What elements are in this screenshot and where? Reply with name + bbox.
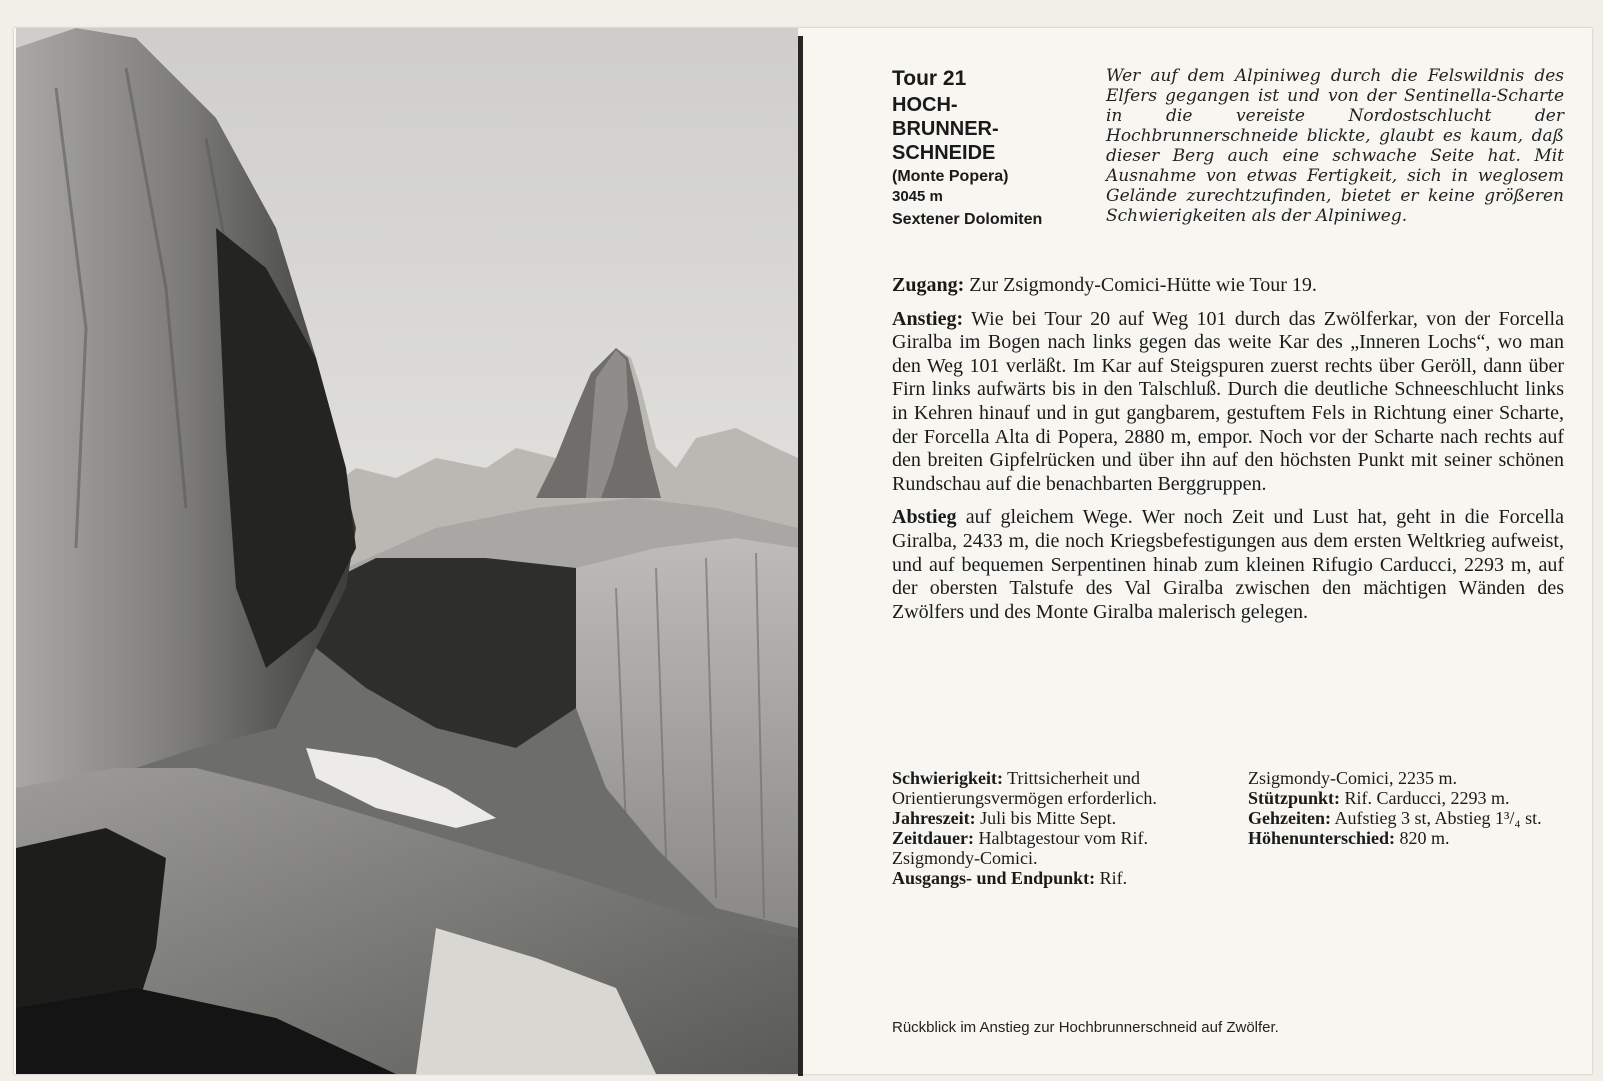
peak-name-line: HOCH-	[892, 94, 958, 116]
fact-item	[892, 808, 1210, 828]
fact-label: Stützpunkt:	[1248, 788, 1341, 808]
fact-item	[1248, 788, 1560, 808]
fact-label: Höhenunterschied:	[1248, 828, 1396, 848]
section-descent	[892, 506, 1564, 624]
photo-caption: Rückblick im Anstieg zur Hochbrunnerschneid auf Zwölfer.	[892, 1019, 1279, 1036]
tour-header	[892, 66, 1092, 231]
fact-text: Aufstieg 3 st, Abstieg 1³/₄ st.	[1330, 808, 1542, 828]
fact-text: Trittsicherheit und Orientierungsvermögen erforderlich.	[892, 768, 1157, 808]
mountain-photo	[16, 28, 798, 1074]
section-text: auf gleichem Wege. Wer noch Zeit und Lust hat, geht in die Forcella Giralba, 2433 m, die noch Kriegsbefestigungen aus dem ersten Weltkrieg aufweist, und auf bequemen Serpentinen hinab zum kleinen Rifugio Carducci, 2293 m, auf der obersten Talstufe des Val Giralba zwischen den mächtigen Wänden des Zwölfers und des Monte Giralba malerisch gelegen.	[892, 506, 1564, 623]
peak-name-line: BRUNNER-	[892, 118, 999, 140]
peak-alt-name: (Monte Popera)	[892, 168, 1009, 185]
tour-number: Tour 21	[892, 67, 967, 90]
text-page	[808, 40, 1568, 1070]
route-description	[892, 274, 1564, 634]
facts-left-column	[892, 768, 1210, 888]
fact-label: Zeitdauer:	[892, 828, 974, 848]
fact-item	[1248, 768, 1560, 788]
fact-item	[892, 828, 1210, 868]
mountain-range: Sextener Dolomiten	[892, 211, 1043, 228]
section-label: Anstieg:	[892, 307, 964, 330]
fact-label: Ausgangs- und Endpunkt:	[892, 868, 1096, 888]
fact-text: Juli bis Mitte Sept.	[975, 808, 1117, 828]
fact-label: Schwierigkeit:	[892, 768, 1003, 788]
intro-paragraph: Wer auf dem Alpiniweg durch die Felswildnis des Elfers gegangen ist und von der Sentinella-Scharte in die vereiste Nordostschlucht der Hochbrunnerschneide blickte, glaubt es kaum, daß dieser Berg auch eine schwache Seite hat. Mit Ausnahme von etwas Fertigkeit, sich in weglosem Gelände zurechtzufinden, bietet er keine größeren Schwierigkeiten als der Alpiniweg.	[1106, 66, 1564, 226]
peak-name	[892, 93, 1092, 165]
fact-label: Jahreszeit:	[892, 808, 976, 828]
fact-text: Zsigmondy-Comici, 2235 m.	[1248, 768, 1457, 788]
fact-item	[892, 768, 1210, 808]
section-label: Zugang:	[892, 274, 965, 296]
section-access	[892, 274, 1564, 298]
section-ascent	[892, 308, 1564, 497]
fact-label: Gehzeiten:	[1248, 808, 1331, 828]
fact-text: Rif. Carducci, 2293 m.	[1340, 788, 1510, 808]
fact-item	[1248, 808, 1560, 828]
page-gutter-line	[798, 36, 803, 1076]
fact-item	[1248, 828, 1560, 848]
fact-text: Halbtagestour vom Rif. Zsigmondy-Comici.	[892, 828, 1148, 868]
section-label: Abstieg	[892, 506, 957, 529]
fact-text: Rif.	[1095, 868, 1128, 888]
section-text: Zur Zsigmondy-Comici-Hütte wie Tour 19.	[964, 274, 1317, 296]
peak-height: 3045 m	[892, 188, 943, 205]
peak-name-line: SCHNEIDE	[892, 142, 996, 164]
fact-item	[892, 868, 1210, 888]
section-text: Wie bei Tour 20 auf Weg 101 durch das Zwölferkar, von der Forcella Giralba im Bogen nach links gegen das weite Kar des „Inneren Lochs“, wo man den Weg 101 verläßt. Im Kar auf Steigspuren zuerst rechts über Geröll, dann über Firn links aufwärts bis in den Talschluß. Durch die deutliche Schneeschlucht links in Kehren hinauf und in gut gangbarem, gestuftem Fels in Richtung einer Scharte, der Forcella Alta di Popera, 2880 m, empor. Noch vor der Scharte nach rechts auf den breiten Gipfelrücken und über ihn auf den höchsten Punkt mit seiner schönen Rundschau auf die benachbarten Berggruppen.	[892, 307, 1564, 495]
fact-text: 820 m.	[1395, 828, 1450, 848]
facts-right-column	[1248, 768, 1560, 848]
